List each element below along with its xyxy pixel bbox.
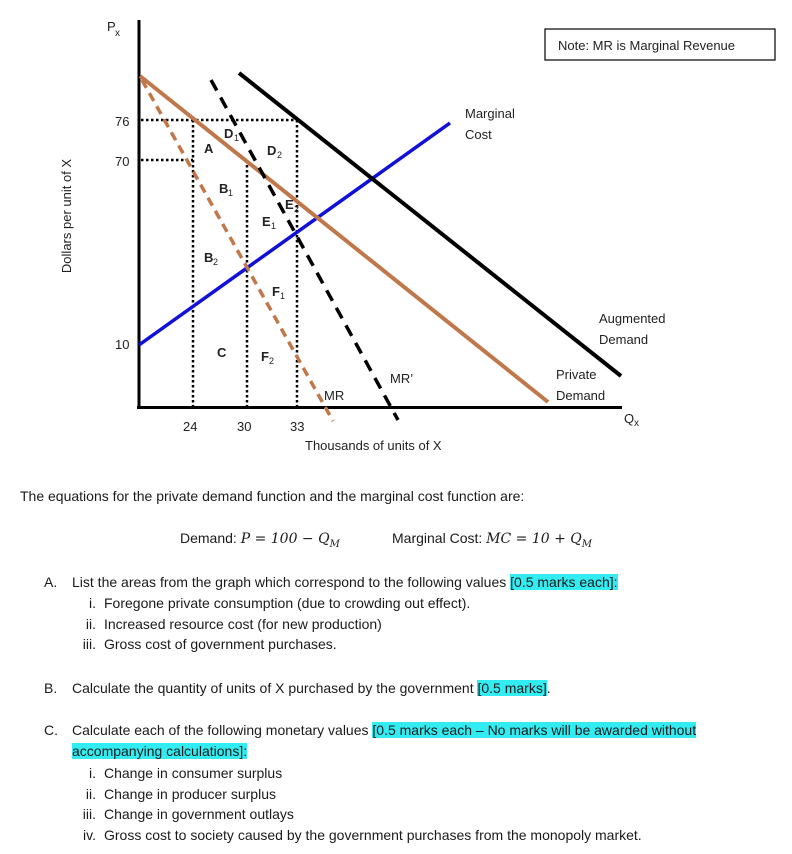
equations-intro: The equations for the private demand function and the marginal cost function are:: [20, 488, 525, 504]
augmented-label-line1: Augmented: [599, 311, 666, 326]
question-A-item-3: iii. Gross cost of government purchases.: [82, 636, 337, 652]
x-axis-subscript: x: [634, 418, 639, 429]
question-B: B. Calculate the quantity of units of X purchased by the government [0.5 marks].: [44, 680, 551, 696]
augmented-label-line2: Demand: [599, 332, 649, 347]
x-tick-33: 33: [290, 419, 305, 434]
svg-text:1: 1: [228, 188, 234, 198]
svg-text:B: B: [219, 181, 229, 196]
question-C-item-2: ii. Change in producer surplus: [85, 786, 276, 802]
private-demand-curve: [140, 76, 548, 402]
mr-label: MR: [324, 388, 345, 403]
area-D1: [224, 126, 239, 143]
note-text: Note: MR is Marginal Revenue: [558, 38, 736, 53]
y-tick-10: 10: [115, 337, 130, 352]
area-F2: [261, 349, 274, 366]
svg-text:D: D: [267, 143, 277, 158]
y-axis-symbol: P: [107, 19, 116, 34]
question-A-item-1: i. Foregone private consumption (due to crowding out effect).: [89, 595, 471, 611]
area-F1: [272, 284, 285, 301]
svg-text:2: 2: [213, 257, 219, 267]
mc-label-line1: Marginal: [465, 106, 515, 121]
marginal-cost-equation: Marginal Cost: MC = $10 + Q_M$: [392, 530, 593, 550]
x-tick-24: 24: [183, 419, 198, 434]
svg-text:1: 1: [234, 133, 240, 143]
mr-curve: [142, 80, 333, 421]
question-A-item-2: ii. Increased resource cost (for new production): [85, 616, 382, 632]
svg-text:1: 1: [271, 221, 277, 231]
svg-text:D: D: [224, 126, 234, 141]
marks-highlight: [0.5 marks each]:: [510, 574, 618, 590]
svg-text:2: 2: [294, 204, 300, 214]
marks-highlight: [0.5 marks each – No marks will be awarded without: [372, 722, 697, 738]
private-label-line2: Demand: [556, 388, 606, 403]
question-C-item-1: i. Change in consumer surplus: [89, 765, 283, 781]
y-axis-subscript: x: [115, 28, 120, 39]
question-C-item-3: iii. Change in government outlays: [82, 806, 294, 822]
question-C-item-4: iv. Gross cost to society caused by the government purchases from the monopoly market.: [83, 827, 642, 843]
svg-text:F: F: [272, 284, 280, 299]
area-C: C: [217, 345, 227, 360]
question-A: A. List the areas from the graph which correspond to the following values [0.5 marks each]:: [44, 574, 618, 590]
svg-text:B: B: [204, 250, 214, 265]
area-B2: [204, 250, 218, 267]
svg-text:E: E: [285, 197, 294, 212]
area-E1: [262, 214, 276, 231]
y-tick-70: 70: [115, 154, 130, 169]
x-tick-30: 30: [237, 419, 252, 434]
mr-prime-label: MR’: [390, 371, 414, 386]
mc-label-line2: Cost: [465, 127, 492, 142]
area-A: A: [204, 141, 214, 156]
y-tick-76: 76: [115, 114, 130, 129]
x-axis-label: Thousands of units of X: [305, 438, 442, 453]
area-B1: [219, 181, 233, 198]
svg-text:2: 2: [269, 356, 275, 366]
x-axis-symbol: Q: [624, 411, 635, 426]
private-label-line1: Private: [556, 367, 597, 382]
question-C: C. Calculate each of the following monetary values [0.5 marks each – No marks will be awarded without: [44, 722, 697, 738]
question-C-marks-cont: accompanying calculations]:: [72, 743, 248, 759]
svg-text:1: 1: [280, 291, 286, 301]
demand-equation: Demand: $P = 100 - Q_M$: [180, 530, 340, 550]
marks-highlight: [0.5 marks]: [477, 680, 547, 696]
area-D2: [267, 143, 282, 160]
svg-text:2: 2: [277, 150, 283, 160]
svg-text:F: F: [261, 349, 269, 364]
y-axis-label: Dollars per unit of X: [59, 158, 74, 274]
svg-text:E: E: [262, 214, 271, 229]
marginal-cost-curve: [139, 123, 450, 345]
